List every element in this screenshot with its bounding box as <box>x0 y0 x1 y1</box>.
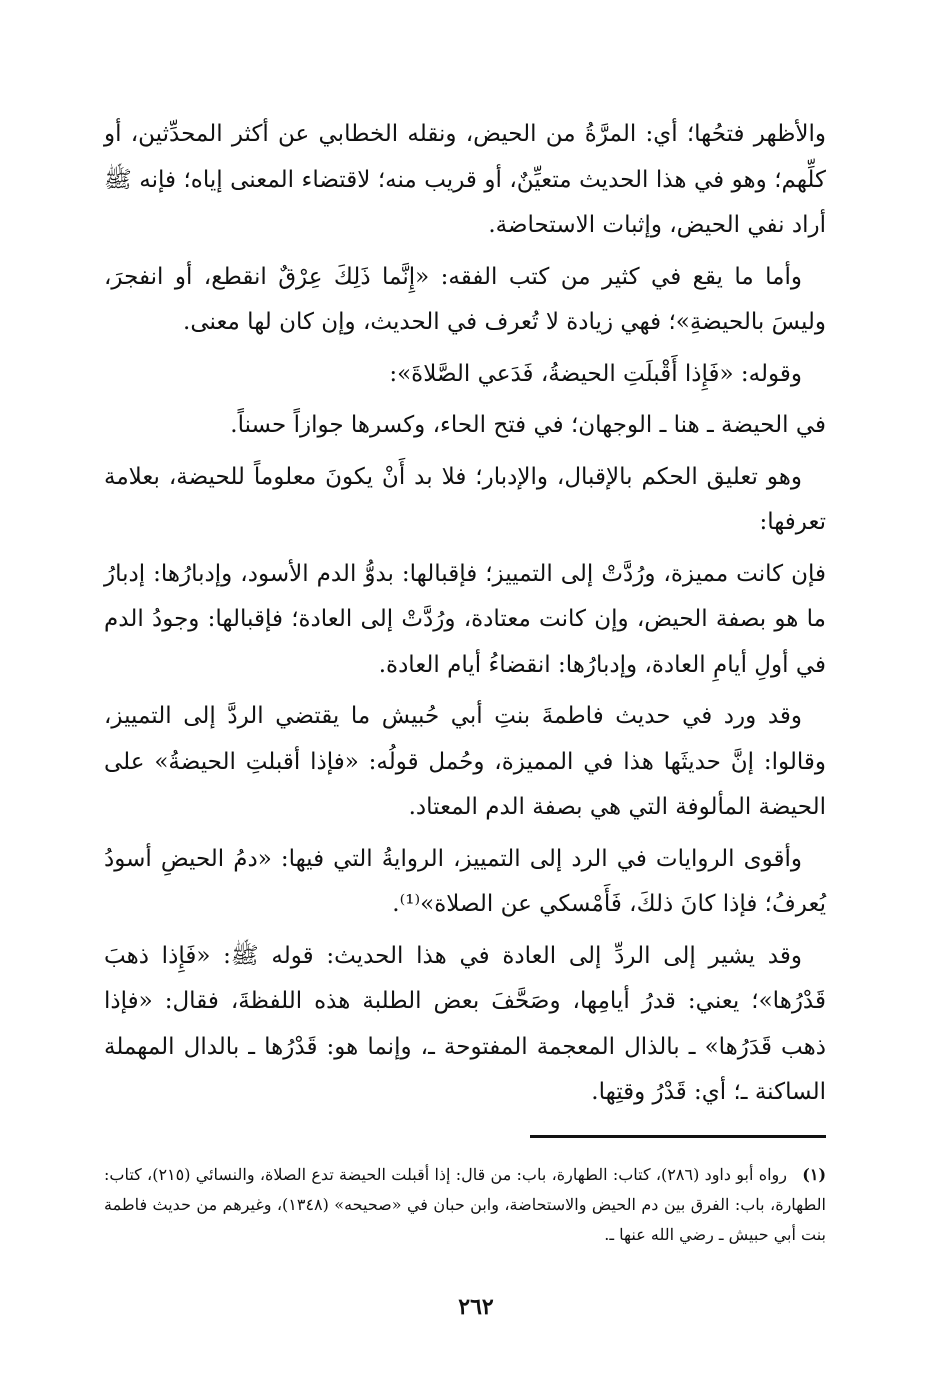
footnote-number: (١) <box>802 1165 827 1184</box>
footnote-divider <box>530 1135 826 1138</box>
footnote-text: رواه أبو داود (٢٨٦)، كتاب: الطهارة، باب: من قال: إذا أقبلت الحيضة تدع الصلاة، والنسائي (٢١٥)، كتاب: الطهارة، باب: الفرق بين دم الحيض والاستحاضة، وابن حبان في «صحيحه» (١٣٤٨)، وغيرهم من حديث فاطمة بنت أبي حبيش ـ رضي الله عنها ـ. <box>104 1165 826 1244</box>
paragraph-3: وقوله: «فَإِذا أَقْبلَتِ الحيضةُ، فَدَعي الصَّلاةَ»: <box>389 360 802 387</box>
paragraph-5: وهو تعليق الحكم بالإقبال، والإدبار؛ فلا بد أَنْ يكونَ معلوماً للحيضة، بعلامة تعرفها: <box>104 463 826 535</box>
page-number: ٢٦٢ <box>458 1294 494 1320</box>
paragraph-4: في الحيضة ـ هنا ـ الوجهان؛ في فتح الحاء، وكسرها جوازاً حسناً. <box>230 412 826 438</box>
paragraph-2: وأما ما يقع في كثير من كتب الفقه: «إِنَّما ذَلِكَ عِرْقٌ انقطع، أو انفجرَ، وليسَ بالحيضةِ»؛ فهي زيادة لا تُعرف في الحديث، وإن كان لها معنى. <box>104 263 826 335</box>
paragraph-8: وأقوى الروايات في الرد إلى التمييز، الروايةُ التي فيها: «دمُ الحيضِ أسودُ يُعرفُ؛ فإذا كانَ ذلكَ، فَأَمْسكي عن الصلاة»⁽¹⁾. <box>104 845 826 917</box>
paragraph-7: وقد ورد في حديث فاطمةَ بنتِ أبي حُبيش ما يقتضي الردَّ إلى التمييز، وقالوا: إنَّ حديثَها هذا في المميزة، وحُمل قولُه: «فإذا أقبلتِ الحيضةُ» على الحيضة المألوفة التي هي بصفة الدم المعتاد. <box>104 703 826 820</box>
footnote <box>104 1160 826 1250</box>
page-body <box>104 112 826 1122</box>
paragraph-6: فإن كانت مميزة، ورُدَّتْ إلى التمييز؛ فإقبالها: بدوُّ الدم الأسود، وإدبارُها: إدبارُ ما هو بصفة الحيض، وإن كانت معتادة، ورُدَّتْ إلى العادة؛ فإقبالها: وجودُ الدم في أولِ أيامِ العادة، وإدبارُها: انقضاءُ أيام العادة. <box>104 560 826 678</box>
paragraph-1: والأظهر فتحُها؛ أي: المرَّةُ من الحيض، ونقله الخطابي عن أكثر المحدِّثين، أو كلِّهم؛ وهو في هذا الحديث متعيِّنٌ، أو قريب منه؛ لاقتضاء المعنى إياه؛ فإنه ﷺ أراد نفي الحيض، وإثبات الاستحاضة. <box>104 121 826 238</box>
paragraph-9: وقد يشير إلى الردِّ إلى العادة في هذا الحديث: قوله ﷺ: «فَإِذا ذهبَ قَدْرُها»؛ يعني: قدرُ أيامِها، وصَحَّفَ بعض الطلبة هذه اللفظةَ، فقال: «فإذا ذهب قَدَرُها» ـ بالذال المعجمة المفتوحة ـ، وإنما هو: قَدْرُها ـ بالدال المهملة الساكنة ـ؛ أي: قَدْرُ وقتِها. <box>104 942 826 1105</box>
